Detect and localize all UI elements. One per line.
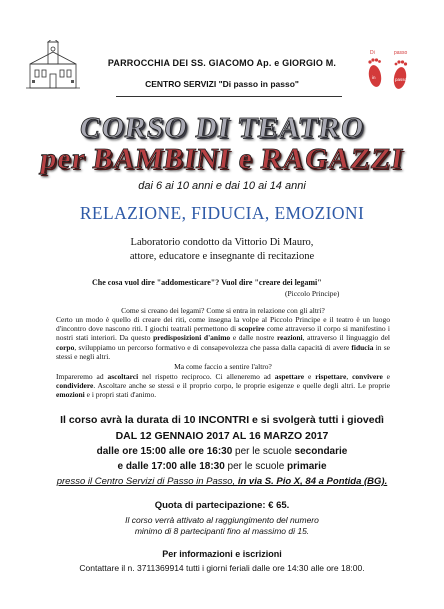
activation-note-2: minimo di 8 partecipanti fino al massimo di 15. [134,526,310,536]
logo-text-2: passo [394,50,408,56]
center-name: CENTRO SERVIZI "Di passo in passo" [145,79,299,89]
age-range: dai 6 ai 10 anni e dai 10 ai 14 anni [138,180,306,192]
header-divider [116,96,342,97]
activation-note-1: Il corso verrà attivato al raggiungimento del numero [125,515,319,525]
logo-text-1: Di [370,50,375,56]
info-heading: Per informazioni e iscrizioni [162,549,282,559]
schedule-secondary: dalle ore 15:00 alle ore 16:30 per le scuole secondarie [96,446,348,457]
participation-fee: Quota di partecipazione: € 65. [154,500,290,511]
contact-info: Contattare il n. 3711369914 tutti i giorni feriali dalle ore 14:30 alle ore 18:00. [79,563,365,573]
logo-text-3: in [372,75,376,80]
paragraph-2: Impareremo ad ascoltarci nel rispetto reciproco. Ci alleneremo ad aspettare e rispettare, convivere e condividere. Ascoltare anche se stessi e il proprio corpo, le proprie esigenze e quelle degli altri. Le proprie emozioni e i propri stati d'animo. [56,372,390,400]
lab-leader-line: Laboratorio condotto da Vittorio Di Mauro, [130,237,314,248]
course-duration: Il corso avrà la durata di 10 INCONTRI e si svolgerà tutti i giovedì [60,414,384,426]
footprints-logo [364,48,414,96]
quote-author: (Piccolo Principe) [285,289,340,298]
parish-name: PARROCCHIA DEI SS. GIACOMO Ap. e GIORGIO M. [107,58,337,68]
question-2: Ma come faccio a sentire l'altro? [174,362,272,371]
title-line-1: CORSO DI TEATRO [77,112,367,144]
lab-leader-description: attore, educatore e insegnante di recitazione [129,251,315,262]
paragraph-1: Certo un modo è quello di creare dei riti, come insegna la volpe al Piccolo Principe e il teatro è un luogo d'incontro dove nascono riti. I giochi teatrali permettono di scoprire come attraverso il corpo si manifestino i nostri stati interiori. Da questo predisposizioni d'animo e dalle nostre reazioni, attraverso il linguaggio del corpo, sviluppiamo un percorso formativo e di consapevolezza che passa dalla capacità di avere fiducia in se stessi e negli altri. [56,315,391,361]
quote-text: Che cosa vuol dire "addomesticare"? Vuol dire "creare dei legami" [92,278,322,287]
theme-heading: RELAZIONE, FIDUCIA, EMOZIONI [79,203,365,223]
title-line-2: per BAMBINI e RAGAZZI [38,143,406,175]
logo-text-4: passo [395,77,408,82]
schedule-primary: e dalle 17:00 alle 18:30 per le scuole primarie [117,461,327,472]
course-dates: DAL 12 GENNAIO 2017 AL 16 MARZO 2017 [115,430,329,442]
question-1: Come si creano dei legami? Come si entra in relazione con gli altri? [121,306,325,315]
course-location: presso il Centro Servizi di Passo in Passo, in via S. Pio X, 84 a Pontida (BG). [56,476,388,487]
